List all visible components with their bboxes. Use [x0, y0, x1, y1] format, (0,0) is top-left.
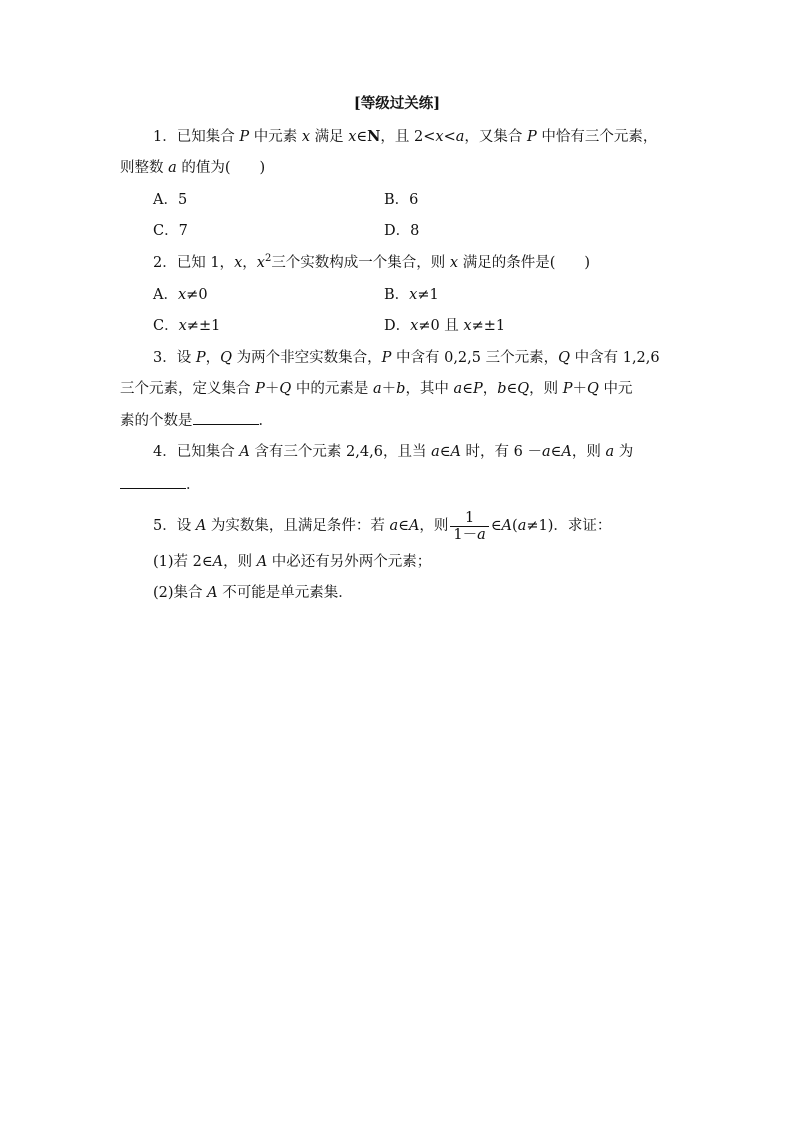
var-q: Q: [220, 350, 232, 366]
q2-option-b: [384, 285, 439, 305]
var-x: x: [178, 318, 187, 334]
question-1-line-1: [153, 127, 657, 147]
text: 中元素: [249, 129, 302, 145]
text: 4．已知集合: [153, 444, 240, 460]
text: ，则: [419, 518, 449, 534]
var-a: a: [605, 444, 615, 460]
var-q: Q: [587, 381, 599, 397]
exponent: 2: [264, 253, 272, 265]
text: 5．设: [153, 518, 196, 534]
element-of-symbol: ∈: [398, 518, 409, 534]
question-3-line-1: [153, 348, 660, 368]
text: ，: [242, 255, 257, 271]
text: ，且 2<: [380, 129, 436, 145]
text: 3．设: [153, 350, 196, 366]
element-of-symbol: ∈: [439, 444, 451, 460]
text: 则整数: [120, 160, 169, 176]
text: 为实数集，且满足条件：若: [206, 518, 390, 534]
var-a-set: A: [450, 444, 461, 460]
text: ，其中: [405, 381, 454, 397]
var-x: x: [435, 129, 444, 145]
text: (: [512, 518, 518, 534]
answer-blank: [193, 410, 259, 425]
var-b: b: [497, 381, 507, 397]
text: ，又集合: [464, 129, 528, 145]
element-of-symbol: ∈: [506, 381, 518, 397]
question-3-line-2: [120, 379, 633, 399]
var-a-set: A: [239, 444, 250, 460]
var-a-set: A: [195, 518, 207, 534]
var-x: x: [449, 255, 459, 271]
text: 满足: [310, 129, 349, 145]
question-3-line-3: [120, 410, 273, 431]
var-p: P: [255, 381, 265, 397]
text: 不可能是单元素集．: [217, 585, 353, 601]
question-4-line-2: [120, 474, 201, 495]
text: ，: [482, 381, 498, 397]
q1-option-a: A．5: [153, 192, 188, 208]
var-x: x: [301, 129, 311, 145]
text: ，则: [529, 381, 563, 397]
option-label: D．: [384, 318, 411, 334]
option-text: ≠1: [417, 287, 439, 303]
text: 时，有 6 －: [460, 444, 542, 460]
var-a: a: [372, 381, 382, 397]
text: 素的个数是: [120, 413, 193, 429]
text: 中含有 1,2,6: [570, 350, 660, 366]
var-q: Q: [517, 381, 530, 397]
q1-option-c: C．7: [153, 223, 188, 239]
var-x: x: [177, 287, 187, 303]
q2-option-a: [153, 285, 208, 305]
text: 中元: [598, 381, 633, 397]
fraction: [450, 510, 488, 543]
var-a-set: A: [207, 585, 218, 601]
fraction-numerator: 1: [450, 510, 488, 527]
text: 三个元素，定义集合: [120, 381, 256, 397]
var-a: a: [453, 381, 463, 397]
question-5-stem: [153, 509, 611, 543]
q2-option-d: [384, 316, 505, 336]
var-a: a: [517, 518, 527, 534]
text: 为两个非空实数集合，: [232, 350, 382, 366]
plus: ＋: [572, 381, 587, 397]
var-a: a: [542, 444, 551, 460]
var-p: P: [195, 350, 206, 366]
var-a-set: A: [256, 554, 268, 570]
var-x: x: [410, 318, 419, 334]
var-x: x: [234, 255, 243, 271]
var-q: Q: [558, 350, 570, 366]
q2-option-c: [153, 316, 220, 336]
q1-option-b: B．6: [384, 192, 419, 208]
var-a: a: [168, 160, 177, 176]
period: ．: [186, 477, 201, 493]
element-of-symbol: ∈: [356, 129, 368, 145]
text: 1－: [453, 526, 478, 543]
text: 1．已知集合: [153, 129, 240, 145]
less-than: <: [443, 129, 456, 145]
question-5-part-2: [153, 583, 353, 603]
var-x: x: [348, 129, 357, 145]
question-1-line-2: [120, 158, 265, 178]
option-text: ≠±1: [471, 318, 506, 334]
text: 中的元素是: [291, 381, 373, 397]
option-label: C．: [153, 318, 179, 334]
var-x: x: [463, 318, 472, 334]
var-a-set: A: [561, 444, 572, 460]
period: ．: [258, 413, 273, 429]
var-a: a: [431, 444, 440, 460]
element-of-symbol: ∈: [550, 444, 562, 460]
answer-blank: [120, 474, 186, 489]
option-text: ≠0 且: [418, 318, 464, 334]
plus: ＋: [264, 381, 280, 397]
option-label: A．: [153, 287, 178, 303]
text: 三个实数构成一个集合，则: [271, 255, 450, 271]
text: 2．已知 1，: [153, 255, 235, 271]
plus: ＋: [381, 381, 397, 397]
option-text: ≠0: [186, 287, 208, 303]
var-a: a: [389, 518, 399, 534]
text: 含有三个元素 2,4,6，且当: [249, 444, 432, 460]
text: 为: [614, 444, 634, 460]
var-x: x: [409, 287, 418, 303]
text: ，则: [571, 444, 606, 460]
var-a-set: A: [212, 554, 224, 570]
q1-option-d: D．8: [384, 223, 420, 239]
element-of-symbol: ∈: [490, 518, 502, 534]
section-title: [等级过关练]: [353, 95, 441, 112]
question-5-part-1: [153, 552, 431, 572]
var-a-set: A: [501, 518, 513, 534]
var-p: P: [562, 381, 573, 397]
var-p: P: [527, 129, 537, 145]
text: 中含有 0,2,5 三个元素，: [391, 350, 559, 366]
text: 满足的条件是( ): [458, 255, 591, 271]
set-n: N: [367, 128, 381, 145]
var-p: P: [239, 129, 250, 145]
var-p: P: [381, 350, 392, 366]
text: (1)若 2∈: [153, 554, 213, 570]
option-label: B．: [384, 287, 410, 303]
text: 中恰有三个元素，: [536, 129, 658, 145]
var-q: Q: [279, 381, 292, 397]
option-text: ≠±1: [186, 318, 221, 334]
var-b: b: [396, 381, 406, 397]
text: 中必还有另外两个元素；: [267, 554, 432, 570]
var-a-set: A: [408, 518, 420, 534]
text: 的值为( ): [176, 160, 266, 176]
element-of-symbol: ∈: [462, 381, 473, 397]
question-4-line-1: [153, 442, 633, 462]
var-x: x: [256, 255, 265, 271]
text: ，: [205, 350, 221, 366]
var-p: P: [472, 381, 483, 397]
text: ，则: [223, 554, 257, 570]
question-2-stem: [153, 253, 590, 273]
var-a: a: [477, 526, 486, 543]
text: (2)集合: [153, 585, 208, 601]
text: ≠1)．求证：: [526, 518, 612, 534]
var-a: a: [455, 129, 465, 145]
fraction-denominator: [450, 527, 488, 543]
